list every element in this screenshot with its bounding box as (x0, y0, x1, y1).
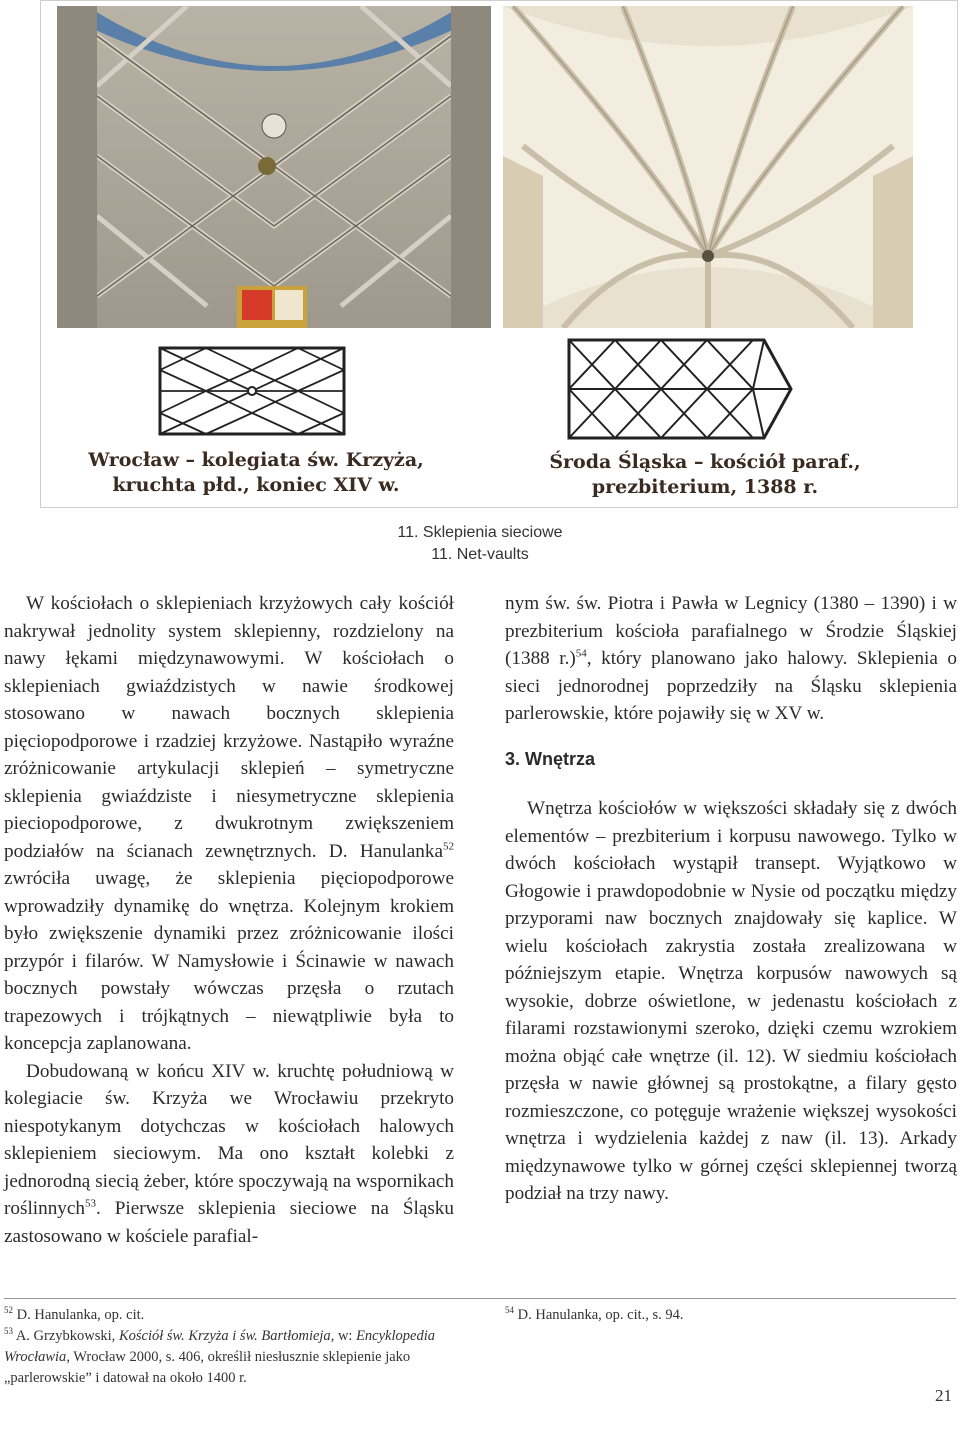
footnote-title: Kościół św. Krzyża i św. Bartłomieja (118, 1328, 331, 1344)
text-run: nym św. św. Piotra i Pawła w Legnicy (1380 – 1390) i w prezbiterium kościoła parafialnego w Środzie Śląskiej (1388 r.) (505, 593, 957, 669)
footnote-number: 53 (4, 1326, 13, 1337)
vault-photo-wroclaw (57, 6, 491, 328)
footnote-text: D. Hanulanka, op. cit., s. 94. (514, 1307, 684, 1323)
figure-title-pl: 11. Sklepienia sieciowe (397, 524, 563, 541)
footnotes-right (505, 1305, 955, 1326)
section-heading: 3. Wnętrza (505, 748, 596, 769)
footnote-text: A. Grzybkowski, (13, 1328, 119, 1344)
footnote-ref-54[interactable]: 54 (575, 647, 587, 660)
vault-plan-sroda (566, 337, 794, 441)
figure-caption-sroda (535, 450, 875, 500)
text-run: , który planowano jako halowy. Sklepienia o sieci jednorodnej poprzedziły na Śląsku sklepienia parlerowskie, które pojawiły się w XV w. (505, 648, 957, 724)
text-run: W kościołach o sklepieniach krzyżowych cały kościół nakrywał jednolity system sklepienny, rozdzielony na nawy łękami międzynawowymi. W kościołach o sklepieniach gwiaździstych w nawie środkowej stosowano w nawach bocznych sklepienia pięciopodporowe i rzadziej krzyżowe. Nastąpiło wyraźne zróżnicowanie artykulacji sklepień – symetryczne sklepienia gwiaździste i niesymetryczne sklepienia pieciopodporowe, z dwukrotnym zwiększeniem podziałów na ścianach zewnętrznych. D. Hanulanka (4, 593, 454, 862)
text-run: . Pierwsze sklepienia sieciowe na Śląsku zastosowano w kościele parafial- (4, 1198, 454, 1247)
caption-line: kruchta płd., koniec XIV w. (112, 474, 400, 496)
paragraph (505, 590, 957, 728)
footnote-number: 52 (4, 1305, 13, 1316)
footnote-54 (505, 1305, 955, 1326)
caption-line: prezbiterium, 1388 r. (591, 476, 819, 498)
footnote-53 (4, 1326, 454, 1389)
footnote-title: Encyklopedia Wrocławia (4, 1328, 435, 1365)
footnote-text: , Wrocław 2000, s. 406, określił niesłusznie sklepienie jako „parlerowskie” i datował na około 1400 r. (4, 1349, 411, 1386)
text-column-left (4, 590, 454, 1250)
footnote-number: 54 (505, 1305, 514, 1316)
vault-plan-wroclaw (157, 345, 347, 437)
page-number: 21 (935, 1386, 952, 1405)
footnote-text: , w: (330, 1328, 357, 1344)
footnote-ref-53[interactable]: 53 (85, 1197, 97, 1210)
text-column-right (505, 590, 957, 1208)
footnote-52 (4, 1305, 454, 1326)
figure-title-en: 11. Net-vaults (431, 546, 529, 563)
footnote-text: D. Hanulanka, op. cit. (13, 1307, 145, 1323)
paragraph: Wnętrza kościołów w większości składały się z dwóch elementów – prezbiterium i korpusu nawowego. Tylko w dwóch kościołach wystąpił transept. Wyjątkowo w Głogowie i prawdopodobnie w Nysie od początku między przyporami naw bocznych znajdowały się kaplice. W wielu kościołach zakrystia została zrealizowana w późniejszym etapie. Wnętrza korpusów nawowych są wysokie, dobrze oświetlone, w jedenastu kościołach z filarami rozstawionymi szeroko, dzięki czemu wzrokiem można objąć całe wnętrze (il. 12). W siedmiu kościołach przęsła w nawie głównej są prostokątne, a filary gęsto rozmieszczone, co potęguje wrażenie większej wysokości wnętrza i wydzielenia każdej z naw (il. 13). Arkady międzynawowe tylko w górnej części sklepiennej tworzą podział na trzy nawy. (505, 798, 957, 1204)
text-run: zwróciła uwagę, że sklepienia pięciopodporowe wprowadziły dynamikę do wnętrza. Kolejnym krokiem było zwiększenie dynamiki przez zróżnicowanie ilości przypór i filarów. W Namysłowie i Ścinawie w nawach bocznych powstały wówczas przęsła o rzutach trapezowych i trójkątnych – niewątpliwie była to koncepcja zaplanowana. (4, 868, 454, 1054)
text-run: Dobudowaną w końcu XIV w. kruchtę południową w kolegiacie św. Krzyża we Wrocławiu przekryto niespotykanym dotychczas w kościołach halowych sklepieniem sieciowym. Ma ono kształt kolebki z jednorodną siecią żeber, które spoczywają na wspornikach roślinnych (4, 1060, 454, 1219)
footnote-ref-52[interactable]: 52 (443, 840, 454, 853)
footnotes-left (4, 1305, 454, 1389)
figure-caption-wroclaw (66, 448, 446, 498)
caption-line: Wrocław – kolegiata św. Krzyża, (88, 449, 424, 471)
footnote-divider (4, 1298, 956, 1299)
paragraph (4, 590, 454, 1058)
paragraph (4, 1058, 454, 1251)
vault-photo-sroda (503, 6, 913, 328)
caption-line: Środa Śląska – kościół paraf., (549, 451, 861, 473)
